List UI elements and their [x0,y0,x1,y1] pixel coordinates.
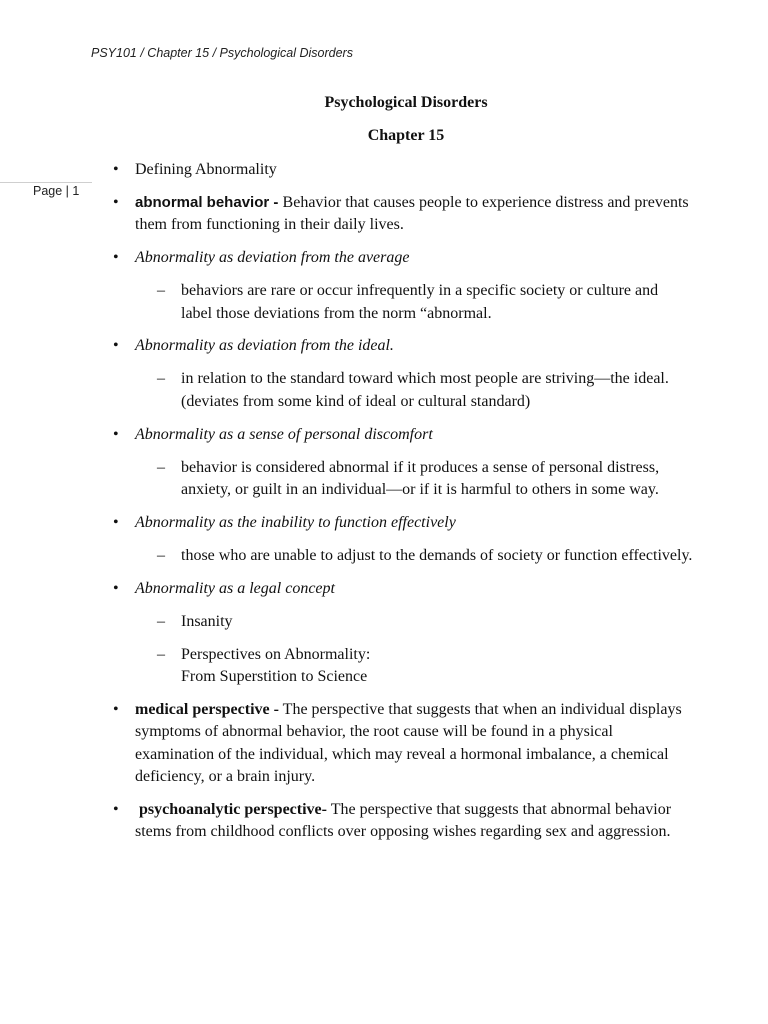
item-text: Abnormality as deviation from the ideal. [135,337,394,355]
document-title: Psychological Disorders [324,94,488,111]
sub-item [113,280,693,325]
sub-item [113,611,693,633]
bullet: • [113,700,119,718]
page-number-rule [0,182,92,183]
dash: – [157,370,165,388]
dash: – [157,645,165,663]
chapter-heading: Chapter 15 [367,127,445,144]
bullet: • [113,193,119,211]
sub-item [113,368,693,413]
list-item [113,578,693,600]
bullet: • [113,579,119,597]
item-text: Abnormality as deviation from the average [135,249,410,267]
list-item [113,424,693,446]
sub-item-text: Perspectives on Abnormality: [181,645,371,663]
dash: – [157,282,165,300]
page-number: Page | 1 [33,184,80,198]
dash: – [157,458,165,476]
bullet: • [113,337,119,355]
item-text: Defining Abnormality [135,161,277,178]
term-abnormal-behavior: abnormal behavior [135,193,270,211]
sub-item-text: in relation to the standard toward which most people are striving—the ideal. (deviates from some kind of ideal or cultural standard) [181,370,669,410]
item-text: Abnormality as the inability to function effectively [135,513,456,531]
sub-item-text: behaviors are rare or occur infrequently in a specific society or culture and label those deviations from the norm “abnormal. [181,282,659,322]
list-item [113,799,693,844]
running-header: PSY101 / Chapter 15 / Psychological Disorders [91,46,353,60]
term-psychoanalytic-perspective: psychoanalytic perspective- [139,800,327,818]
sub-item [113,545,693,567]
sub-item-text: From Superstition to Science [181,667,368,685]
list-item [113,699,693,789]
list-item [113,247,693,269]
bullet: • [113,425,119,443]
bullet: • [113,800,119,818]
definition-psychoanalytic-perspective: The perspective that suggests that abnormal behavior stems from childhood conflicts over opposing wishes regarding sex and aggression. [135,800,672,841]
bullet: • [113,513,119,531]
sub-item [113,644,693,689]
document-body [113,159,693,854]
list-item [113,512,693,534]
sub-item [113,457,693,502]
definition-medical-perspective: The perspective that suggests that when an individual displays symptoms of abnormal behavior, the root cause will be found in a physical examination of the individual, which may reveal a hormonal imbalance, a chemical deficiency, or a brain injury. [135,700,682,786]
sub-item-text: behavior is considered abnormal if it produces a sense of personal distress, anxiety, or guilt in an individual—or if it is harmful to others in some way. [181,458,660,498]
bullet: • [113,161,119,178]
sub-item-text: Insanity [181,612,233,630]
list-item [113,335,693,357]
list-item [113,192,693,237]
definition-abnormal-behavior: Behavior that causes people to experience distress and prevents them from functioning in their daily lives. [135,193,689,234]
sub-item-text: those who are unable to adjust to the demands of society or function effectively. [181,546,693,564]
dash: – [157,612,165,630]
list-item [113,159,693,181]
item-text: Abnormality as a legal concept [135,579,335,597]
term-medical-perspective: medical perspective - [135,700,279,718]
item-text: Abnormality as a sense of personal discomfort [135,425,433,443]
term-separator: - [269,193,283,211]
bullet: • [113,249,119,267]
dash: – [157,546,165,564]
